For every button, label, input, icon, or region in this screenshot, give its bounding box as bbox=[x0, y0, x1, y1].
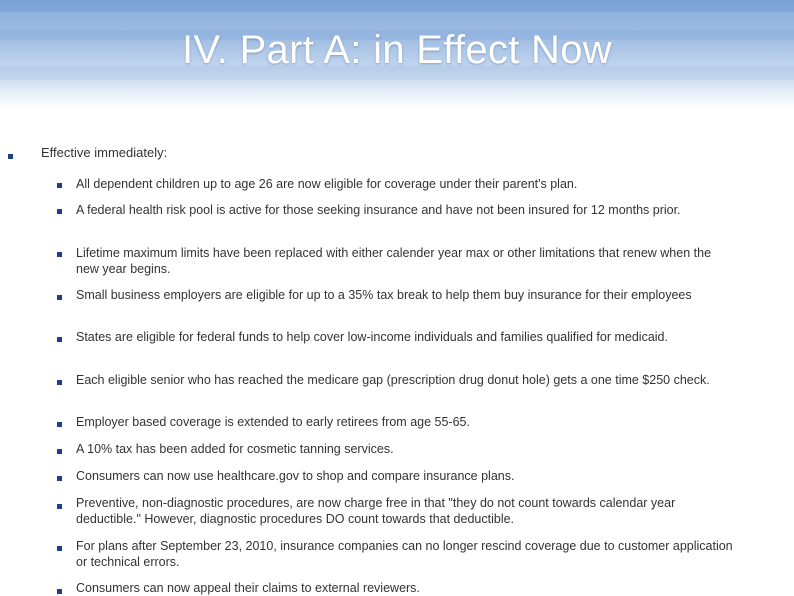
list-item: A federal health risk pool is active for those seeking insurance and have not been insured for 12 months prior. bbox=[76, 203, 681, 217]
list-item: All dependent children up to age 26 are now eligible for coverage under their parent's plan. bbox=[76, 177, 578, 191]
list-item: Consumers can now appeal their claims to external reviewers. bbox=[76, 581, 420, 595]
list-item: For plans after September 23, 2010, insurance companies can no longer rescind coverage due to customer application or technical errors. bbox=[76, 539, 733, 569]
bullet-square-icon bbox=[57, 295, 62, 300]
level1-text: Effective immediately: bbox=[41, 145, 168, 160]
bullet-square-icon bbox=[57, 337, 62, 342]
slide-title: IV. Part A: in Effect Now bbox=[182, 28, 612, 72]
bullet-square-icon bbox=[57, 183, 62, 188]
list-item: Preventive, non-diagnostic procedures, are now charge free in that "they do not count towards calendar year deductible." However, diagnostic procedures DO count towards that deductible. bbox=[76, 496, 676, 526]
bullet-square-icon bbox=[57, 449, 62, 454]
bullet-square-icon bbox=[57, 209, 62, 214]
bullet-square-icon bbox=[57, 252, 62, 257]
bullet-square-icon bbox=[57, 380, 62, 385]
list-item: A 10% tax has been added for cosmetic tanning services. bbox=[76, 442, 394, 456]
bullet-square-icon bbox=[57, 504, 62, 509]
list-item: Small business employers are eligible for up to a 35% tax break to help them buy insurance for their employees bbox=[76, 288, 692, 302]
bullet-square-icon bbox=[8, 154, 13, 159]
list-item: Each eligible senior who has reached the medicare gap (prescription drug donut hole) gets a one time $250 check. bbox=[76, 373, 710, 387]
bullet-square-icon bbox=[57, 546, 62, 551]
title-header-band bbox=[0, 0, 794, 108]
list-item: Lifetime maximum limits have been replaced with either calender year max or other limitations that renew when the new year begins. bbox=[76, 246, 712, 276]
bullet-square-icon bbox=[57, 422, 62, 427]
list-item: States are eligible for federal funds to help cover low-income individuals and families qualified for medicaid. bbox=[76, 330, 668, 344]
bullet-square-icon bbox=[57, 589, 62, 594]
list-item: Consumers can now use healthcare.gov to shop and compare insurance plans. bbox=[76, 469, 515, 483]
list-item: Employer based coverage is extended to early retirees from age 55-65. bbox=[76, 415, 470, 429]
header-stripe bbox=[0, 0, 794, 12]
bullet-square-icon bbox=[57, 476, 62, 481]
